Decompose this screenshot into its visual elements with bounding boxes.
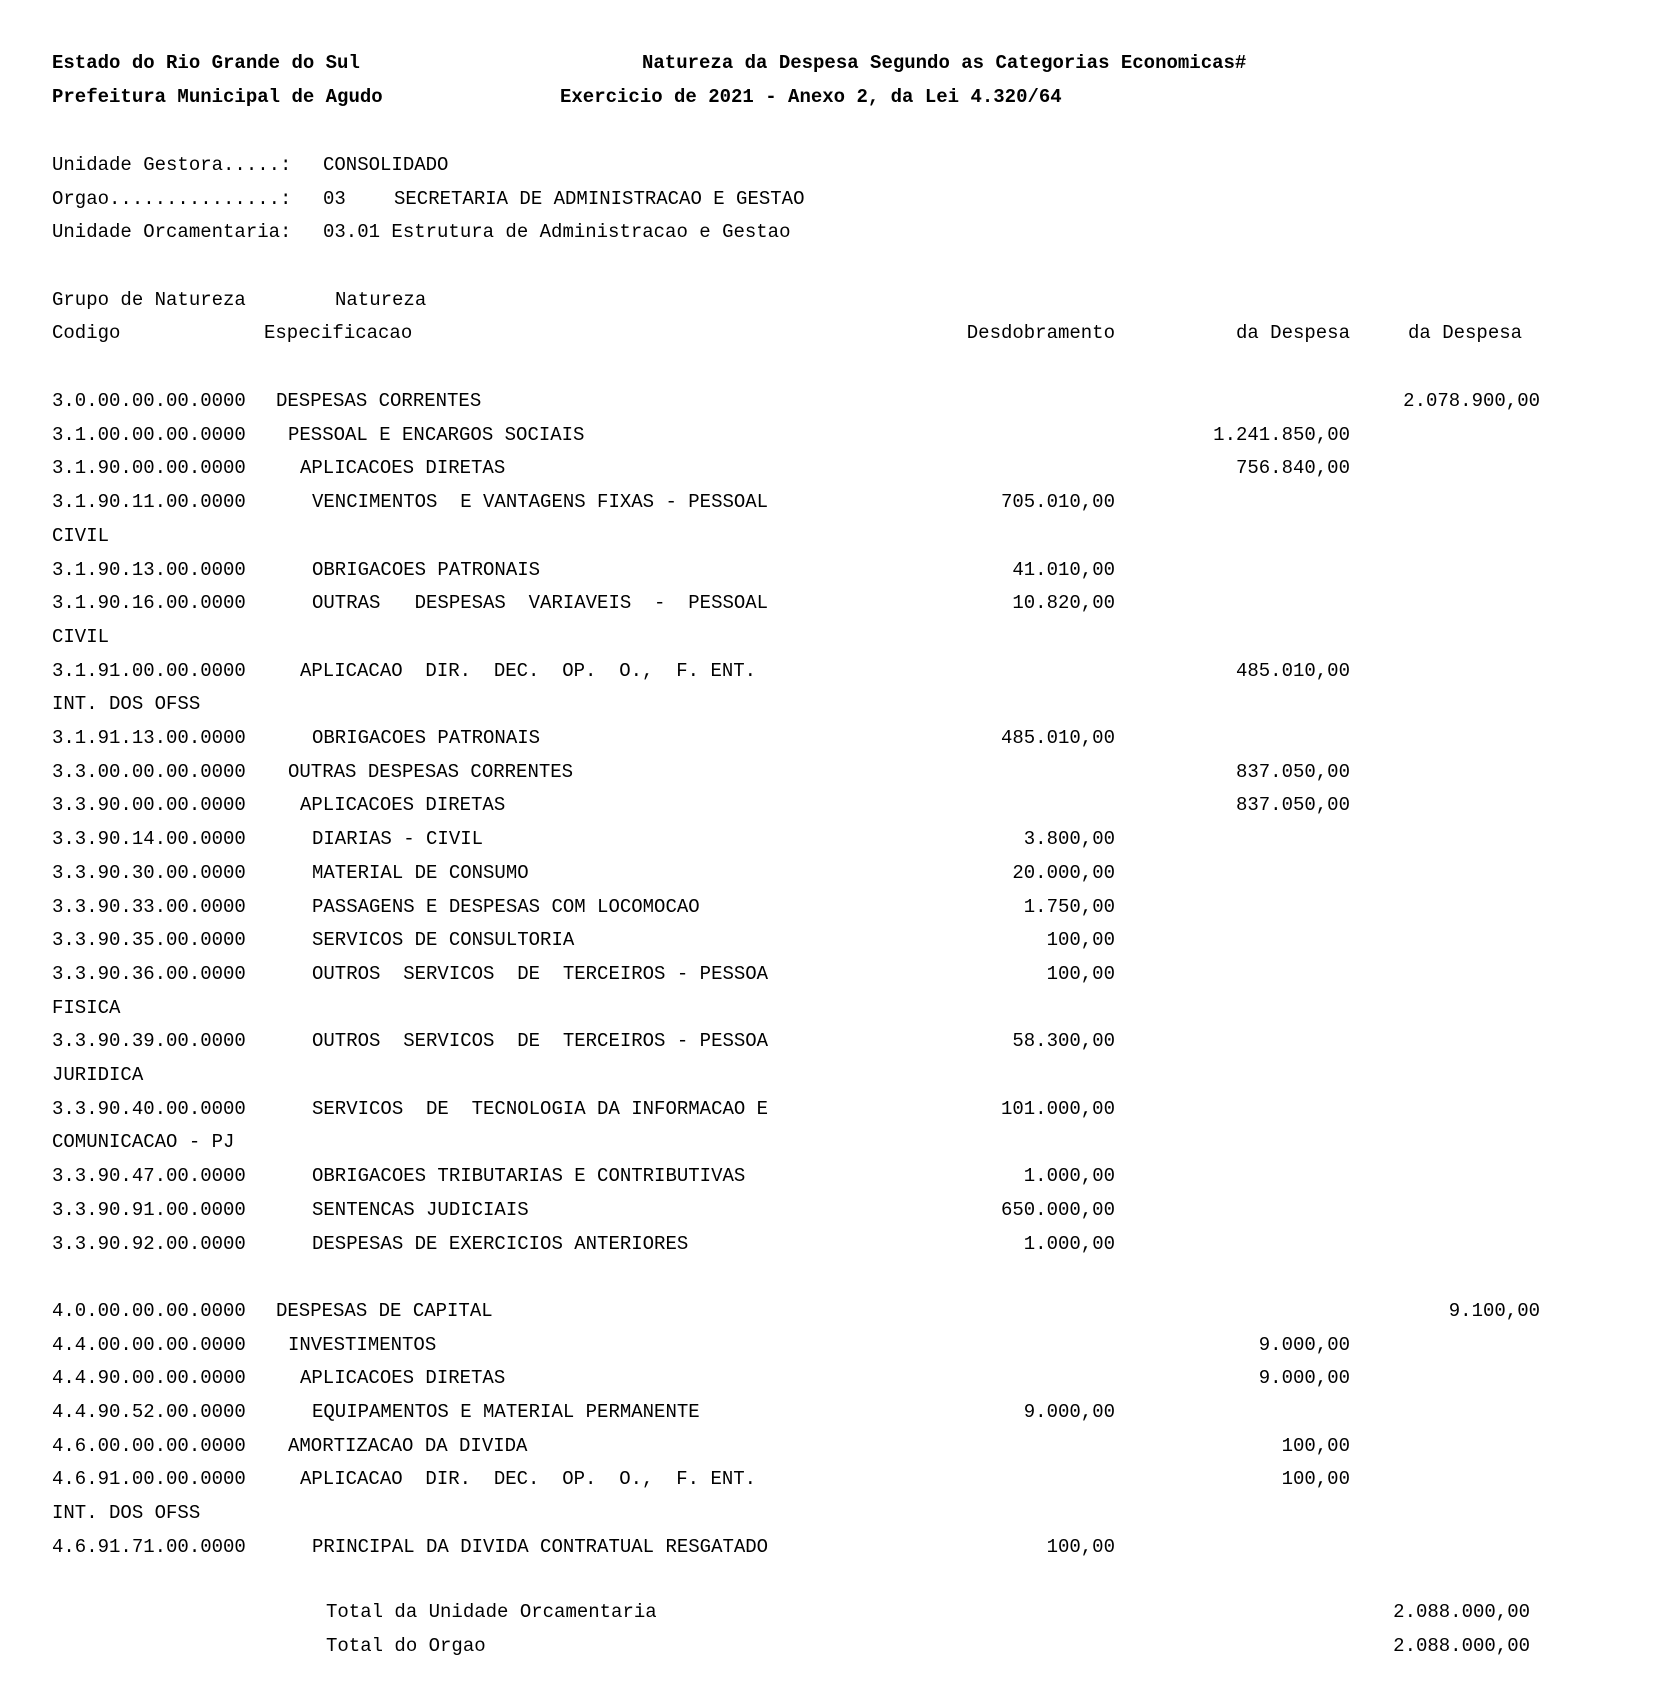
row-natureza-value: 9.000,00 bbox=[1258, 1333, 1350, 1356]
row-description-continuation: INT. DOS OFSS bbox=[52, 693, 201, 716]
report-subtitle: Exercicio de 2021 - Anexo 2, da Lei 4.320/64 bbox=[560, 86, 1062, 108]
row-description: APLICACOES DIRETAS bbox=[300, 1367, 506, 1390]
row-natureza-value: 100,00 bbox=[1281, 1468, 1350, 1491]
row-natureza-value: 837.050,00 bbox=[1235, 794, 1350, 817]
row-description: SERVICOS DE TECNOLOGIA DA INFORMACAO E bbox=[312, 1097, 769, 1120]
row-description-continuation: FISICA bbox=[52, 996, 121, 1019]
row-description: OBRIGACOES PATRONAIS bbox=[312, 727, 541, 749]
row-description-continuation: COMUNICACAO - PJ bbox=[52, 1131, 235, 1154]
column-header-codigo: Codigo bbox=[52, 322, 121, 344]
orgao-label: Orgao...............: bbox=[52, 188, 292, 210]
column-header-desdobramento: Desdobramento bbox=[966, 322, 1115, 344]
row-categoria-value: 2.078.900,00 bbox=[1403, 390, 1540, 412]
column-header-especificacao: Especificacao bbox=[264, 322, 413, 344]
row-desdobramento: 1.000,00 bbox=[1023, 1232, 1115, 1255]
row-code: 3.1.91.13.00.0000 bbox=[52, 727, 246, 749]
row-description: PRINCIPAL DA DIVIDA CONTRATUAL RESGATADO bbox=[312, 1535, 769, 1558]
total-orgao-label: Total do Orgao bbox=[326, 1635, 486, 1657]
row-code: 3.3.90.36.00.0000 bbox=[52, 962, 246, 985]
row-description-continuation: INT. DOS OFSS bbox=[52, 1502, 201, 1525]
row-description: AMORTIZACAO DA DIVIDA bbox=[288, 1434, 528, 1457]
report-title: Natureza da Despesa Segundo as Categorias Economicas# bbox=[642, 52, 1247, 74]
row-code: 3.3.90.39.00.0000 bbox=[52, 1030, 246, 1053]
row-code: 4.6.00.00.00.0000 bbox=[52, 1434, 246, 1457]
row-code: 3.1.00.00.00.0000 bbox=[52, 423, 246, 446]
row-description: DESPESAS DE CAPITAL bbox=[276, 1299, 493, 1322]
unidade-gestora-label: Unidade Gestora.....: bbox=[52, 154, 292, 176]
row-description: APLICACOES DIRETAS bbox=[300, 794, 506, 817]
row-description: APLICACAO DIR. DEC. OP. O., F. ENT. bbox=[300, 659, 757, 682]
row-natureza-value: 100,00 bbox=[1281, 1434, 1350, 1457]
row-natureza-value: 837.050,00 bbox=[1235, 760, 1350, 783]
column-header-da-despesa-natureza: da Despesa bbox=[1235, 322, 1350, 344]
row-code: 3.3.90.47.00.0000 bbox=[52, 1165, 246, 1188]
row-code: 4.4.90.00.00.0000 bbox=[52, 1367, 246, 1390]
row-desdobramento: 41.010,00 bbox=[1012, 558, 1115, 581]
row-code: 3.3.90.14.00.0000 bbox=[52, 828, 246, 851]
row-desdobramento: 705.010,00 bbox=[1000, 491, 1115, 514]
row-description: DIARIAS - CIVIL bbox=[312, 828, 484, 851]
row-description: PESSOAL E ENCARGOS SOCIAIS bbox=[288, 423, 585, 446]
municipality-name: Prefeitura Municipal de Agudo bbox=[52, 86, 383, 108]
row-description: OBRIGACOES PATRONAIS bbox=[312, 558, 541, 581]
row-description-continuation: CIVIL bbox=[52, 625, 110, 648]
row-code: 3.1.90.00.00.0000 bbox=[52, 457, 246, 480]
row-desdobramento: 1.750,00 bbox=[1023, 895, 1115, 918]
row-natureza-value: 9.000,00 bbox=[1258, 1367, 1350, 1390]
row-desdobramento: 9.000,00 bbox=[1023, 1401, 1115, 1423]
row-description: DESPESAS CORRENTES bbox=[276, 390, 482, 412]
row-code: 3.1.90.16.00.0000 bbox=[52, 592, 246, 615]
row-description-continuation: CIVIL bbox=[52, 524, 110, 547]
row-desdobramento: 3.800,00 bbox=[1023, 828, 1115, 851]
row-desdobramento: 58.300,00 bbox=[1012, 1030, 1115, 1053]
row-desdobramento: 100,00 bbox=[1046, 929, 1115, 952]
row-code: 3.3.00.00.00.0000 bbox=[52, 760, 246, 783]
row-desdobramento: 10.820,00 bbox=[1012, 592, 1115, 615]
row-natureza-value: 756.840,00 bbox=[1235, 457, 1350, 480]
total-orgao-value: 2.088.000,00 bbox=[1393, 1635, 1530, 1657]
orgao-name: SECRETARIA DE ADMINISTRACAO E GESTAO bbox=[394, 188, 805, 210]
row-code: 3.3.90.30.00.0000 bbox=[52, 861, 246, 884]
row-code: 3.3.90.33.00.0000 bbox=[52, 895, 246, 918]
total-unidade-value: 2.088.000,00 bbox=[1393, 1601, 1530, 1623]
row-code: 3.3.90.35.00.0000 bbox=[52, 929, 246, 952]
orgao-code: 03 bbox=[323, 188, 346, 210]
row-natureza-value: 485.010,00 bbox=[1235, 659, 1350, 682]
row-code: 3.0.00.00.00.0000 bbox=[52, 390, 246, 412]
row-code: 3.3.90.91.00.0000 bbox=[52, 1198, 246, 1221]
column-header-da-despesa-categoria: da Despesa bbox=[1408, 322, 1523, 344]
row-description: SERVICOS DE CONSULTORIA bbox=[312, 929, 575, 952]
unidade-gestora-value: CONSOLIDADO bbox=[323, 154, 449, 176]
row-code: 3.1.90.11.00.0000 bbox=[52, 491, 246, 514]
row-code: 3.3.90.92.00.0000 bbox=[52, 1232, 246, 1255]
row-description: OUTROS SERVICOS DE TERCEIROS - PESSOA bbox=[312, 1030, 769, 1053]
row-natureza-value: 1.241.850,00 bbox=[1213, 423, 1350, 446]
row-code: 3.1.91.00.00.0000 bbox=[52, 659, 246, 682]
unidade-orcamentaria-label: Unidade Orcamentaria: bbox=[52, 221, 292, 243]
row-description: SENTENCAS JUDICIAIS bbox=[312, 1198, 529, 1221]
row-categoria-value: 9.100,00 bbox=[1448, 1299, 1540, 1322]
row-code: 4.6.91.71.00.0000 bbox=[52, 1535, 246, 1558]
row-description: DESPESAS DE EXERCICIOS ANTERIORES bbox=[312, 1232, 689, 1255]
column-header-natureza: Natureza bbox=[335, 289, 427, 311]
row-code: 4.6.91.00.00.0000 bbox=[52, 1468, 246, 1491]
row-description: OUTRAS DESPESAS VARIAVEIS - PESSOAL bbox=[312, 592, 769, 615]
row-code: 3.3.90.40.00.0000 bbox=[52, 1097, 246, 1120]
row-code: 3.1.90.13.00.0000 bbox=[52, 558, 246, 581]
row-code: 4.4.90.52.00.0000 bbox=[52, 1401, 246, 1423]
row-code: 4.4.00.00.00.0000 bbox=[52, 1333, 246, 1356]
row-description: MATERIAL DE CONSUMO bbox=[312, 861, 529, 884]
row-description: APLICACAO DIR. DEC. OP. O., F. ENT. bbox=[300, 1468, 757, 1491]
row-description: OUTROS SERVICOS DE TERCEIROS - PESSOA bbox=[312, 962, 769, 985]
row-description-continuation: JURIDICA bbox=[52, 1064, 144, 1086]
row-desdobramento: 1.000,00 bbox=[1023, 1165, 1115, 1188]
unidade-orcamentaria-value: 03.01 Estrutura de Administracao e Gestao bbox=[323, 221, 791, 243]
row-description: OUTRAS DESPESAS CORRENTES bbox=[288, 760, 574, 783]
row-description: EQUIPAMENTOS E MATERIAL PERMANENTE bbox=[312, 1401, 700, 1423]
row-code: 4.0.00.00.00.0000 bbox=[52, 1299, 246, 1322]
row-description: INVESTIMENTOS bbox=[288, 1333, 437, 1356]
row-code: 3.3.90.00.00.0000 bbox=[52, 794, 246, 817]
total-unidade-label: Total da Unidade Orcamentaria bbox=[326, 1601, 657, 1623]
row-desdobramento: 485.010,00 bbox=[1000, 727, 1115, 749]
column-header-grupo-natureza: Grupo de Natureza bbox=[52, 289, 246, 311]
row-desdobramento: 101.000,00 bbox=[1000, 1097, 1115, 1120]
row-description: VENCIMENTOS E VANTAGENS FIXAS - PESSOAL bbox=[312, 491, 769, 514]
row-desdobramento: 650.000,00 bbox=[1000, 1198, 1115, 1221]
state-name: Estado do Rio Grande do Sul bbox=[52, 52, 360, 74]
row-description: PASSAGENS E DESPESAS COM LOCOMOCAO bbox=[312, 895, 700, 918]
row-desdobramento: 100,00 bbox=[1046, 1535, 1115, 1558]
row-desdobramento: 100,00 bbox=[1046, 962, 1115, 985]
row-description: OBRIGACOES TRIBUTARIAS E CONTRIBUTIVAS bbox=[312, 1165, 746, 1188]
row-description: APLICACOES DIRETAS bbox=[300, 457, 506, 480]
row-desdobramento: 20.000,00 bbox=[1012, 861, 1115, 884]
